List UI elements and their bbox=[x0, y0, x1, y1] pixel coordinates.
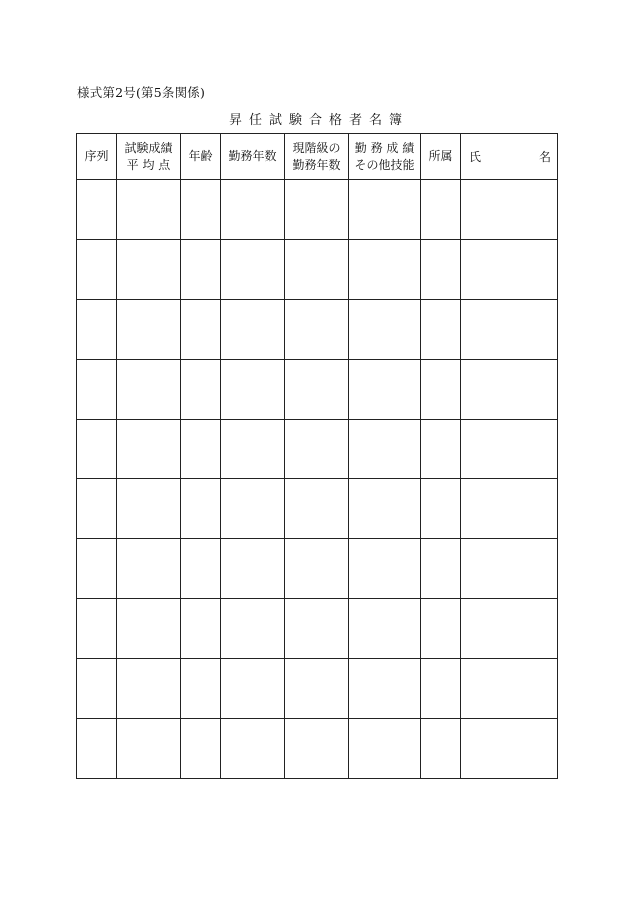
document-title: 昇任試験合格者名簿 bbox=[228, 113, 409, 128]
header-affiliation: 所属 bbox=[421, 134, 461, 180]
cell-exam-score bbox=[117, 180, 181, 240]
cell-serial bbox=[77, 180, 117, 240]
cell-age bbox=[181, 239, 221, 299]
cell-age bbox=[181, 359, 221, 419]
cell-affiliation bbox=[421, 180, 461, 240]
table-row bbox=[77, 180, 558, 240]
cell-service-years bbox=[221, 599, 285, 659]
cell-service-years bbox=[221, 419, 285, 479]
cell-exam-score bbox=[117, 419, 181, 479]
table-row bbox=[77, 419, 558, 479]
cell-service-years bbox=[221, 299, 285, 359]
cell-service-years bbox=[221, 239, 285, 299]
cell-serial bbox=[77, 359, 117, 419]
cell-serial bbox=[77, 419, 117, 479]
cell-age bbox=[181, 479, 221, 539]
cell-service-years bbox=[221, 180, 285, 240]
cell-grade-service-years bbox=[285, 180, 349, 240]
cell-exam-score bbox=[117, 359, 181, 419]
header-serial: 序列 bbox=[77, 134, 117, 180]
header-performance-line2: その他技能 bbox=[354, 157, 415, 172]
table-row bbox=[77, 539, 558, 599]
cell-name bbox=[461, 539, 558, 599]
header-grade-service-years-line2: 勤務年数 bbox=[292, 157, 341, 172]
cell-name bbox=[461, 659, 558, 719]
cell-age bbox=[181, 659, 221, 719]
cell-performance bbox=[349, 659, 421, 719]
cell-service-years bbox=[221, 719, 285, 779]
cell-affiliation bbox=[421, 599, 461, 659]
cell-name bbox=[461, 479, 558, 539]
table-row bbox=[77, 599, 558, 659]
header-grade-service-years-line1: 現階級の bbox=[292, 141, 341, 156]
cell-exam-score bbox=[117, 239, 181, 299]
cell-serial bbox=[77, 599, 117, 659]
table-row bbox=[77, 719, 558, 779]
cell-performance bbox=[349, 599, 421, 659]
cell-serial bbox=[77, 719, 117, 779]
header-exam-score bbox=[117, 134, 181, 180]
cell-serial bbox=[77, 539, 117, 599]
cell-performance bbox=[349, 719, 421, 779]
cell-performance bbox=[349, 479, 421, 539]
cell-service-years bbox=[221, 539, 285, 599]
table-row bbox=[77, 299, 558, 359]
cell-exam-score bbox=[117, 659, 181, 719]
cell-performance bbox=[349, 299, 421, 359]
header-name-family: 氏 bbox=[469, 149, 482, 164]
cell-affiliation bbox=[421, 659, 461, 719]
header-service-years: 勤務年数 bbox=[221, 134, 285, 180]
cell-age bbox=[181, 299, 221, 359]
table-row bbox=[77, 659, 558, 719]
promotion-exam-register-table bbox=[76, 133, 558, 779]
register-body bbox=[77, 180, 558, 779]
cell-service-years bbox=[221, 359, 285, 419]
cell-grade-service-years bbox=[285, 299, 349, 359]
cell-serial bbox=[77, 479, 117, 539]
table-row bbox=[77, 359, 558, 419]
cell-affiliation bbox=[421, 299, 461, 359]
cell-exam-score bbox=[117, 599, 181, 659]
cell-performance bbox=[349, 180, 421, 240]
cell-grade-service-years bbox=[285, 359, 349, 419]
header-age: 年齢 bbox=[181, 134, 221, 180]
cell-name bbox=[461, 419, 558, 479]
cell-serial bbox=[77, 239, 117, 299]
cell-name bbox=[461, 719, 558, 779]
cell-affiliation bbox=[421, 539, 461, 599]
cell-exam-score bbox=[117, 479, 181, 539]
cell-grade-service-years bbox=[285, 599, 349, 659]
cell-age bbox=[181, 180, 221, 240]
cell-exam-score bbox=[117, 719, 181, 779]
cell-performance bbox=[349, 539, 421, 599]
cell-performance bbox=[349, 419, 421, 479]
cell-age bbox=[181, 539, 221, 599]
header-name bbox=[461, 134, 558, 180]
cell-name bbox=[461, 239, 558, 299]
cell-grade-service-years bbox=[285, 419, 349, 479]
header-performance bbox=[349, 134, 421, 180]
cell-service-years bbox=[221, 479, 285, 539]
cell-exam-score bbox=[117, 299, 181, 359]
table-row bbox=[77, 239, 558, 299]
header-grade-service-years bbox=[285, 134, 349, 180]
cell-grade-service-years bbox=[285, 659, 349, 719]
cell-performance bbox=[349, 239, 421, 299]
cell-name bbox=[461, 299, 558, 359]
header-exam-score-line1: 試験成績 bbox=[124, 141, 173, 156]
cell-exam-score bbox=[117, 539, 181, 599]
cell-name bbox=[461, 359, 558, 419]
cell-affiliation bbox=[421, 419, 461, 479]
cell-serial bbox=[77, 299, 117, 359]
cell-grade-service-years bbox=[285, 479, 349, 539]
cell-performance bbox=[349, 359, 421, 419]
cell-affiliation bbox=[421, 359, 461, 419]
header-row bbox=[77, 134, 558, 180]
cell-affiliation bbox=[421, 239, 461, 299]
cell-grade-service-years bbox=[285, 239, 349, 299]
cell-affiliation bbox=[421, 479, 461, 539]
cell-affiliation bbox=[421, 719, 461, 779]
cell-grade-service-years bbox=[285, 539, 349, 599]
header-performance-line1: 勤 務 成 績 bbox=[354, 141, 415, 156]
cell-age bbox=[181, 719, 221, 779]
header-exam-score-line2: 平 均 点 bbox=[126, 157, 171, 172]
cell-name bbox=[461, 180, 558, 240]
cell-service-years bbox=[221, 659, 285, 719]
cell-age bbox=[181, 599, 221, 659]
header-name-given: 名 bbox=[538, 149, 551, 164]
cell-serial bbox=[77, 659, 117, 719]
table-row bbox=[77, 479, 558, 539]
cell-grade-service-years bbox=[285, 719, 349, 779]
form-number-label: 様式第2号(第5条関係) bbox=[77, 85, 206, 100]
cell-name bbox=[461, 599, 558, 659]
cell-age bbox=[181, 419, 221, 479]
